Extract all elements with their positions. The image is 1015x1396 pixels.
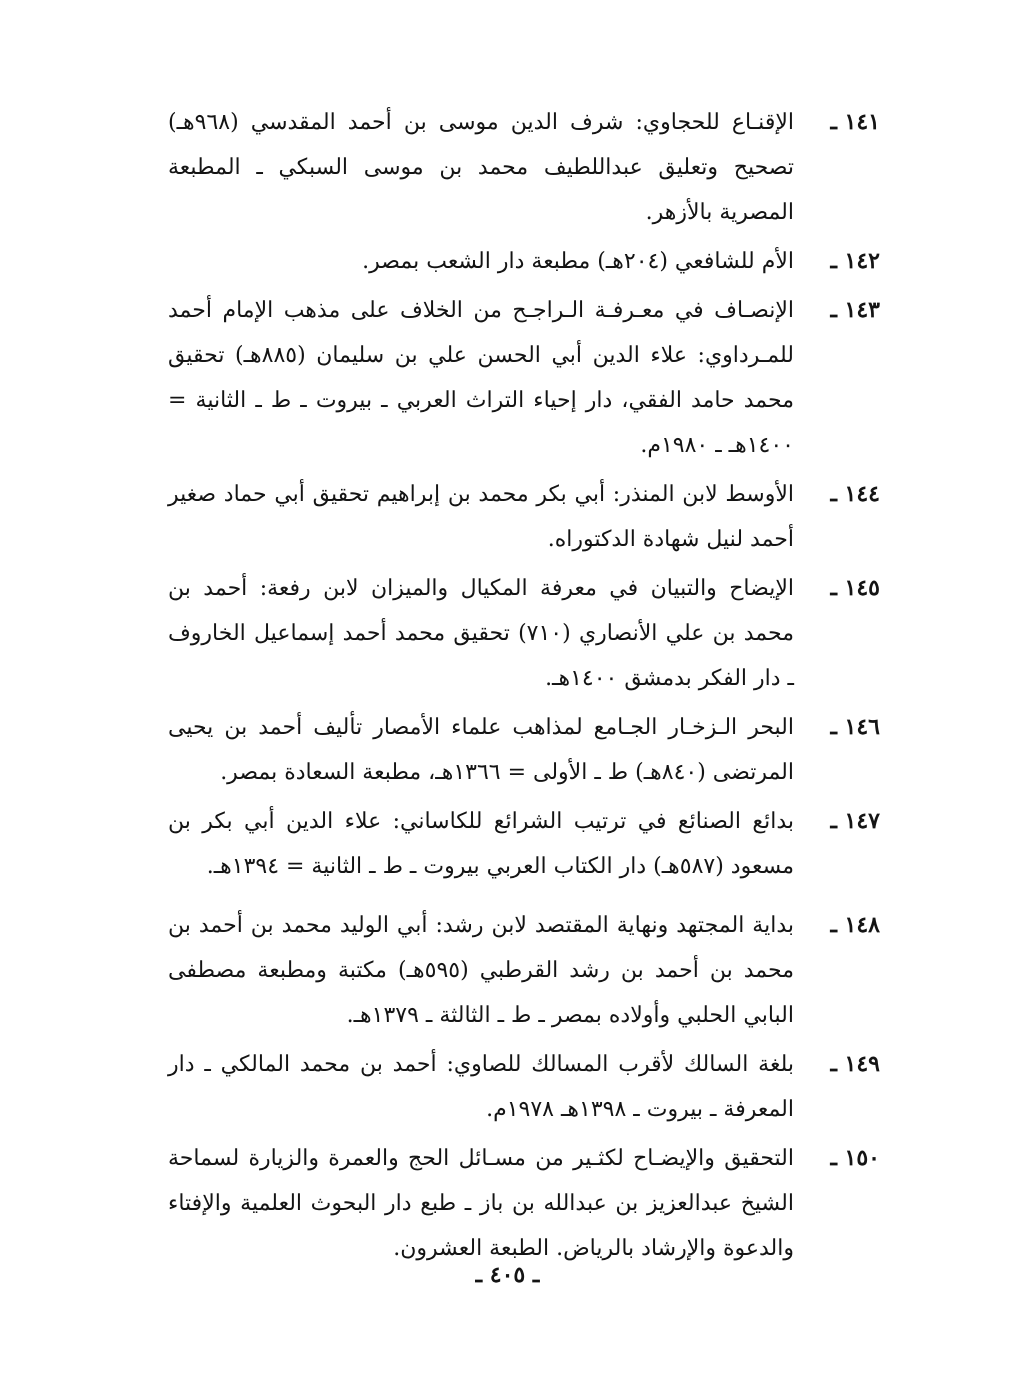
bibliography-entry <box>168 100 880 235</box>
entry-number: ١٤٩ ـ <box>830 1051 880 1077</box>
entry-number: ١٤٨ ـ <box>830 912 880 938</box>
entry-text: الإيضاح والتبيان في معرفة المكيال والميزان لابن رفعة: أحمد بن محمد بن علي الأنصاري (٧١٠) تحقيق محمد أحمد إسماعيل الخاروف ـ دار الفكر بدمشق ١٤٠٠هـ. <box>168 576 794 691</box>
entry-number: ١٤٥ ـ <box>830 575 880 601</box>
entry-number: ١٤٣ ـ <box>830 297 880 323</box>
entry-number: ١٤٦ ـ <box>830 714 880 740</box>
entry-number: ١٥٠ ـ <box>830 1145 880 1171</box>
entry-text: بداية المجتهد ونهاية المقتصد لابن رشد: أبي الوليد محمد بن أحمد بن محمد بن أحمد بن رشد القرطبي (٥٩٥هـ) مكتبة ومطبعة مصطفى البابي الحلبي وأولاده بمصر ـ ط ـ الثالثة ـ ١٣٧٩هـ. <box>168 913 795 1028</box>
entry-text: الأم للشافعي (٢٠٤هـ) مطبعة دار الشعب بمصر. <box>362 249 794 274</box>
bibliography-list <box>168 100 880 1275</box>
entry-text: الأوسط لابن المنذر: أبي بكر محمد بن إبراهيم تحقيق أبي حماد صغير أحمد لنيل شهادة الدكتوراه. <box>168 482 794 552</box>
entry-text: الإقنـاع للحجاوي: شرف الدين موسى بن أحمد المقدسي (٩٦٨هـ) تصحيح وتعليق عبداللطيف محمد بن موسى السبكي ـ المطبعة المصرية بالأزهر. <box>168 110 794 225</box>
bibliography-entry <box>168 705 880 795</box>
entry-text: بلغة السالك لأقرب المسالك للصاوي: أحمد بن محمد المالكي ـ دار المعرفة ـ بيروت ـ ١٣٩٨هـ ١٩٧٨م. <box>168 1052 794 1122</box>
entry-text: التحقيق والإيضـاح لكثـير من مسـائل الحج والعمرة والزيارة لسماحة الشيخ عبدالعزيز بن عبدالله بن باز ـ طبع دار البحوث العلمية والإفتاء والدعوة والإرشاد بالرياض. الطبعة العشرون. <box>168 1146 794 1261</box>
entry-number: ١٤١ ـ <box>830 109 880 135</box>
entry-number: ١٤٤ ـ <box>830 481 880 507</box>
bibliography-entry <box>168 566 880 701</box>
bibliography-entry <box>168 799 880 889</box>
bibliography-entry <box>168 1042 880 1132</box>
bibliography-entry <box>168 472 880 562</box>
bibliography-entry <box>168 1136 880 1271</box>
entry-number: ١٤٢ ـ <box>830 248 880 274</box>
bibliography-entry <box>168 903 880 1038</box>
entry-text: الإنصـاف في معـرفـة الـراجـح من الخلاف على مذهب الإمام أحمد للمـرداوي: علاء الدين أبي الحسن علي بن سليمان (٨٨٥هـ) تحقيق محمد حامد الفقي، دار إحياء التراث العربي ـ بيروت ـ ط ـ الثانية = ١٤٠٠هـ ـ ١٩٨٠م. <box>168 298 795 458</box>
bibliography-entry <box>168 288 880 468</box>
entry-number: ١٤٧ ـ <box>830 808 880 834</box>
page-number: ـ ٤٠٥ ـ <box>475 1262 540 1288</box>
entry-text: بدائع الصنائع في ترتيب الشرائع للكاساني: علاء الدين أبي بكر بن مسعود (٥٨٧هـ) دار الكتاب العربي بيروت ـ ط ـ الثانية = ١٣٩٤هـ. <box>168 809 794 879</box>
entry-text: البحر الـزخـار الجـامع لمذاهب علماء الأمصار تأليف أحمد بن يحيى المرتضى (٨٤٠هـ) ط ـ الأولى = ١٣٦٦هـ، مطبعة السعادة بمصر. <box>168 715 794 785</box>
bibliography-entry <box>168 239 880 284</box>
